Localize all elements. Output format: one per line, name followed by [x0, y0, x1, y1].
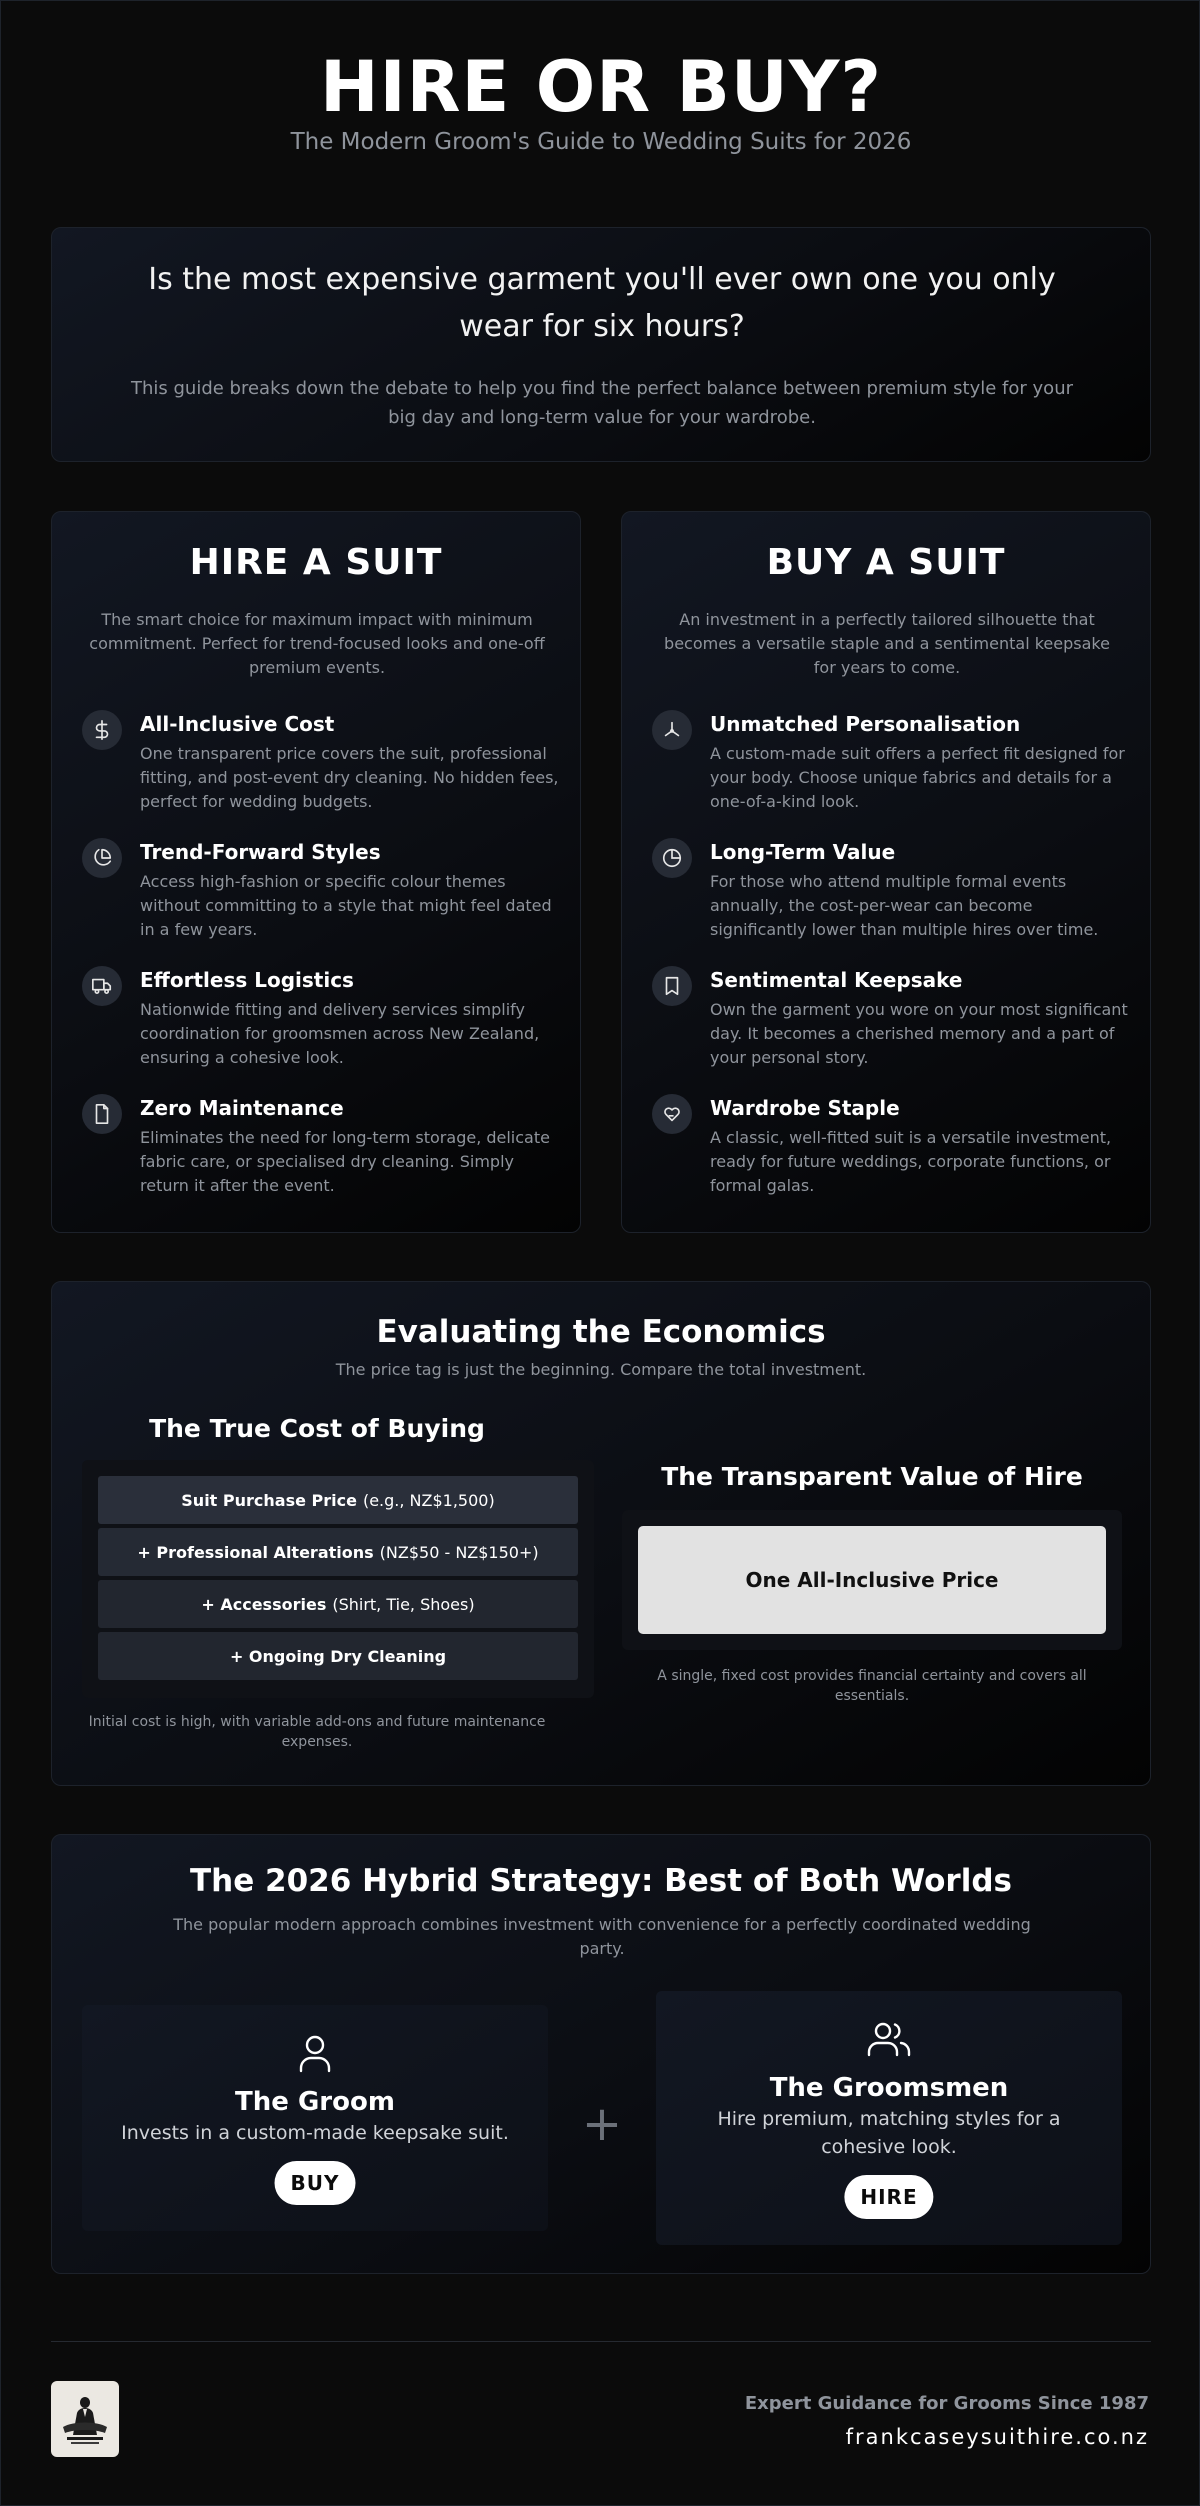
- groomsmen-title: The Groomsmen: [769, 2073, 1009, 2103]
- cost-label: Suit Purchase Price: [181, 1490, 357, 1510]
- groom-text: Invests in a custom-made keepsake suit.: [121, 2122, 509, 2144]
- bookmark-icon: [652, 966, 692, 1006]
- feature-title: Unmatched Personalisation: [710, 712, 1021, 736]
- feature-text: A custom-made suit offers a perfect fit designed for your body. Choose unique fabrics and details for a one-of-a-kind look.: [710, 744, 1125, 811]
- cost-row: [98, 1632, 578, 1680]
- feature-text: Eliminates the need for long-term storage, delicate fabric care, or specialised dry cleaning. Simply return it after the event.: [140, 1128, 550, 1195]
- hybrid-card: [51, 1834, 1151, 2274]
- page-subtitle: The Modern Groom's Guide to Wedding Suits for 2026: [290, 129, 912, 155]
- hybrid-subtitle: The popular modern approach combines investment with convenience for a perfectly coordinated wedding party.: [173, 1915, 1031, 1958]
- feature-text: One transparent price covers the suit, professional fitting, and post-event dry cleaning. No hidden fees, perfect for wedding budgets.: [140, 744, 559, 811]
- buy-cost-title: The True Cost of Buying: [149, 1414, 485, 1443]
- cost-note: (NZ$50 - NZ$150+): [379, 1542, 539, 1562]
- cost-note: (e.g., NZ$1,500): [362, 1490, 495, 1510]
- hybrid-title: The 2026 Hybrid Strategy: Best of Both Worlds: [190, 1863, 1012, 1899]
- feature-title: All-Inclusive Cost: [140, 712, 335, 736]
- buy-cost-note: Initial cost is high, with variable add-ons and future maintenance expenses.: [88, 1714, 546, 1750]
- hire-suit-card: [51, 511, 581, 1233]
- feature-text: A classic, well-fitted suit is a versatile investment, ready for future weddings, corporate functions, or formal galas.: [710, 1128, 1112, 1195]
- heart-hand-icon: [652, 1094, 692, 1134]
- buy-badge: BUY: [275, 2161, 356, 2205]
- groom-title: The Groom: [235, 2087, 395, 2117]
- groomsmen-card: [656, 1991, 1122, 2245]
- intro-text: This guide breaks down the debate to help you find the perfect balance between premium style for your big day and long-term value for your wardrobe.: [130, 378, 1074, 428]
- feature-title: Sentimental Keepsake: [710, 968, 963, 992]
- cost-row: [98, 1528, 578, 1576]
- economics-title: Evaluating the Economics: [376, 1314, 826, 1350]
- compass-icon: [652, 710, 692, 750]
- file-icon: [82, 1094, 122, 1134]
- groom-card: [82, 2005, 548, 2231]
- footer-tagline: Expert Guidance for Grooms Since 1987: [744, 2393, 1149, 2414]
- clock-chart-icon: [652, 838, 692, 878]
- dollar-icon: [82, 710, 122, 750]
- groomsmen-text: Hire premium, matching styles for a cohesive look.: [717, 2108, 1061, 2158]
- hire-badge: HIRE: [844, 2175, 933, 2219]
- footer-website-link[interactable]: frankcaseysuithire.co.nz: [845, 2425, 1149, 2449]
- feature-text: Access high-fashion or specific colour themes without committing to a style that might feel dated in a few years.: [140, 872, 552, 939]
- pie-chart-icon: [82, 838, 122, 878]
- feature-title: Effortless Logistics: [140, 968, 354, 992]
- plus-icon: +: [581, 2096, 623, 2152]
- economics-card: [51, 1281, 1151, 1786]
- brand-logo[interactable]: [51, 2381, 119, 2457]
- cost-row: [98, 1580, 578, 1628]
- feature-text: Nationwide fitting and delivery services simplify coordination for groomsmen across New Zealand, ensuring a cohesive look.: [140, 1000, 540, 1067]
- logo-mark-icon: [59, 2389, 111, 2449]
- hire-title: HIRE A SUIT: [189, 542, 443, 583]
- truck-icon: [82, 966, 122, 1006]
- users-icon: [865, 2015, 913, 2063]
- cost-row: [98, 1476, 578, 1524]
- page-title: HIRE OR BUY?: [320, 46, 882, 128]
- feature-title: Trend-Forward Styles: [140, 840, 381, 864]
- feature-title: Zero Maintenance: [140, 1096, 344, 1120]
- buy-suit-card: [621, 511, 1151, 1233]
- economics-subtitle: The price tag is just the beginning. Compare the total investment.: [335, 1360, 867, 1379]
- hire-value-title: The Transparent Value of Hire: [661, 1462, 1083, 1491]
- feature-title: Long-Term Value: [710, 840, 896, 864]
- cost-stack: [82, 1460, 594, 1698]
- hire-description: The smart choice for maximum impact with minimum commitment. Perfect for trend-focused looks and one-off premium events.: [89, 610, 545, 677]
- hire-price-label: One All-Inclusive Price: [638, 1526, 1106, 1634]
- intro-card: [51, 227, 1151, 462]
- hire-price-box: [622, 1510, 1122, 1650]
- buy-title: BUY A SUIT: [766, 542, 1006, 583]
- cost-label: + Ongoing Dry Cleaning: [229, 1646, 447, 1666]
- cost-label: + Professional Alterations: [137, 1542, 374, 1562]
- cost-label: + Accessories: [201, 1594, 327, 1614]
- feature-title: Wardrobe Staple: [710, 1096, 900, 1120]
- cost-note: (Shirt, Tie, Shoes): [332, 1594, 475, 1614]
- intro-question: Is the most expensive garment you'll ever own one you only wear for six hours?: [148, 262, 1056, 344]
- feature-text: For those who attend multiple formal events annually, the cost-per-wear can become significantly lower than multiple hires over time.: [710, 872, 1099, 939]
- footer-divider: [51, 2341, 1151, 2342]
- user-icon: [291, 2029, 339, 2077]
- feature-text: Own the garment you wore on your most significant day. It becomes a cherished memory and a part of your personal story.: [710, 1000, 1128, 1067]
- hire-value-note: A single, fixed cost provides financial certainty and covers all essentials.: [657, 1668, 1087, 1704]
- buy-description: An investment in a perfectly tailored silhouette that becomes a versatile staple and a sentimental keepsake for years to come.: [664, 610, 1110, 677]
